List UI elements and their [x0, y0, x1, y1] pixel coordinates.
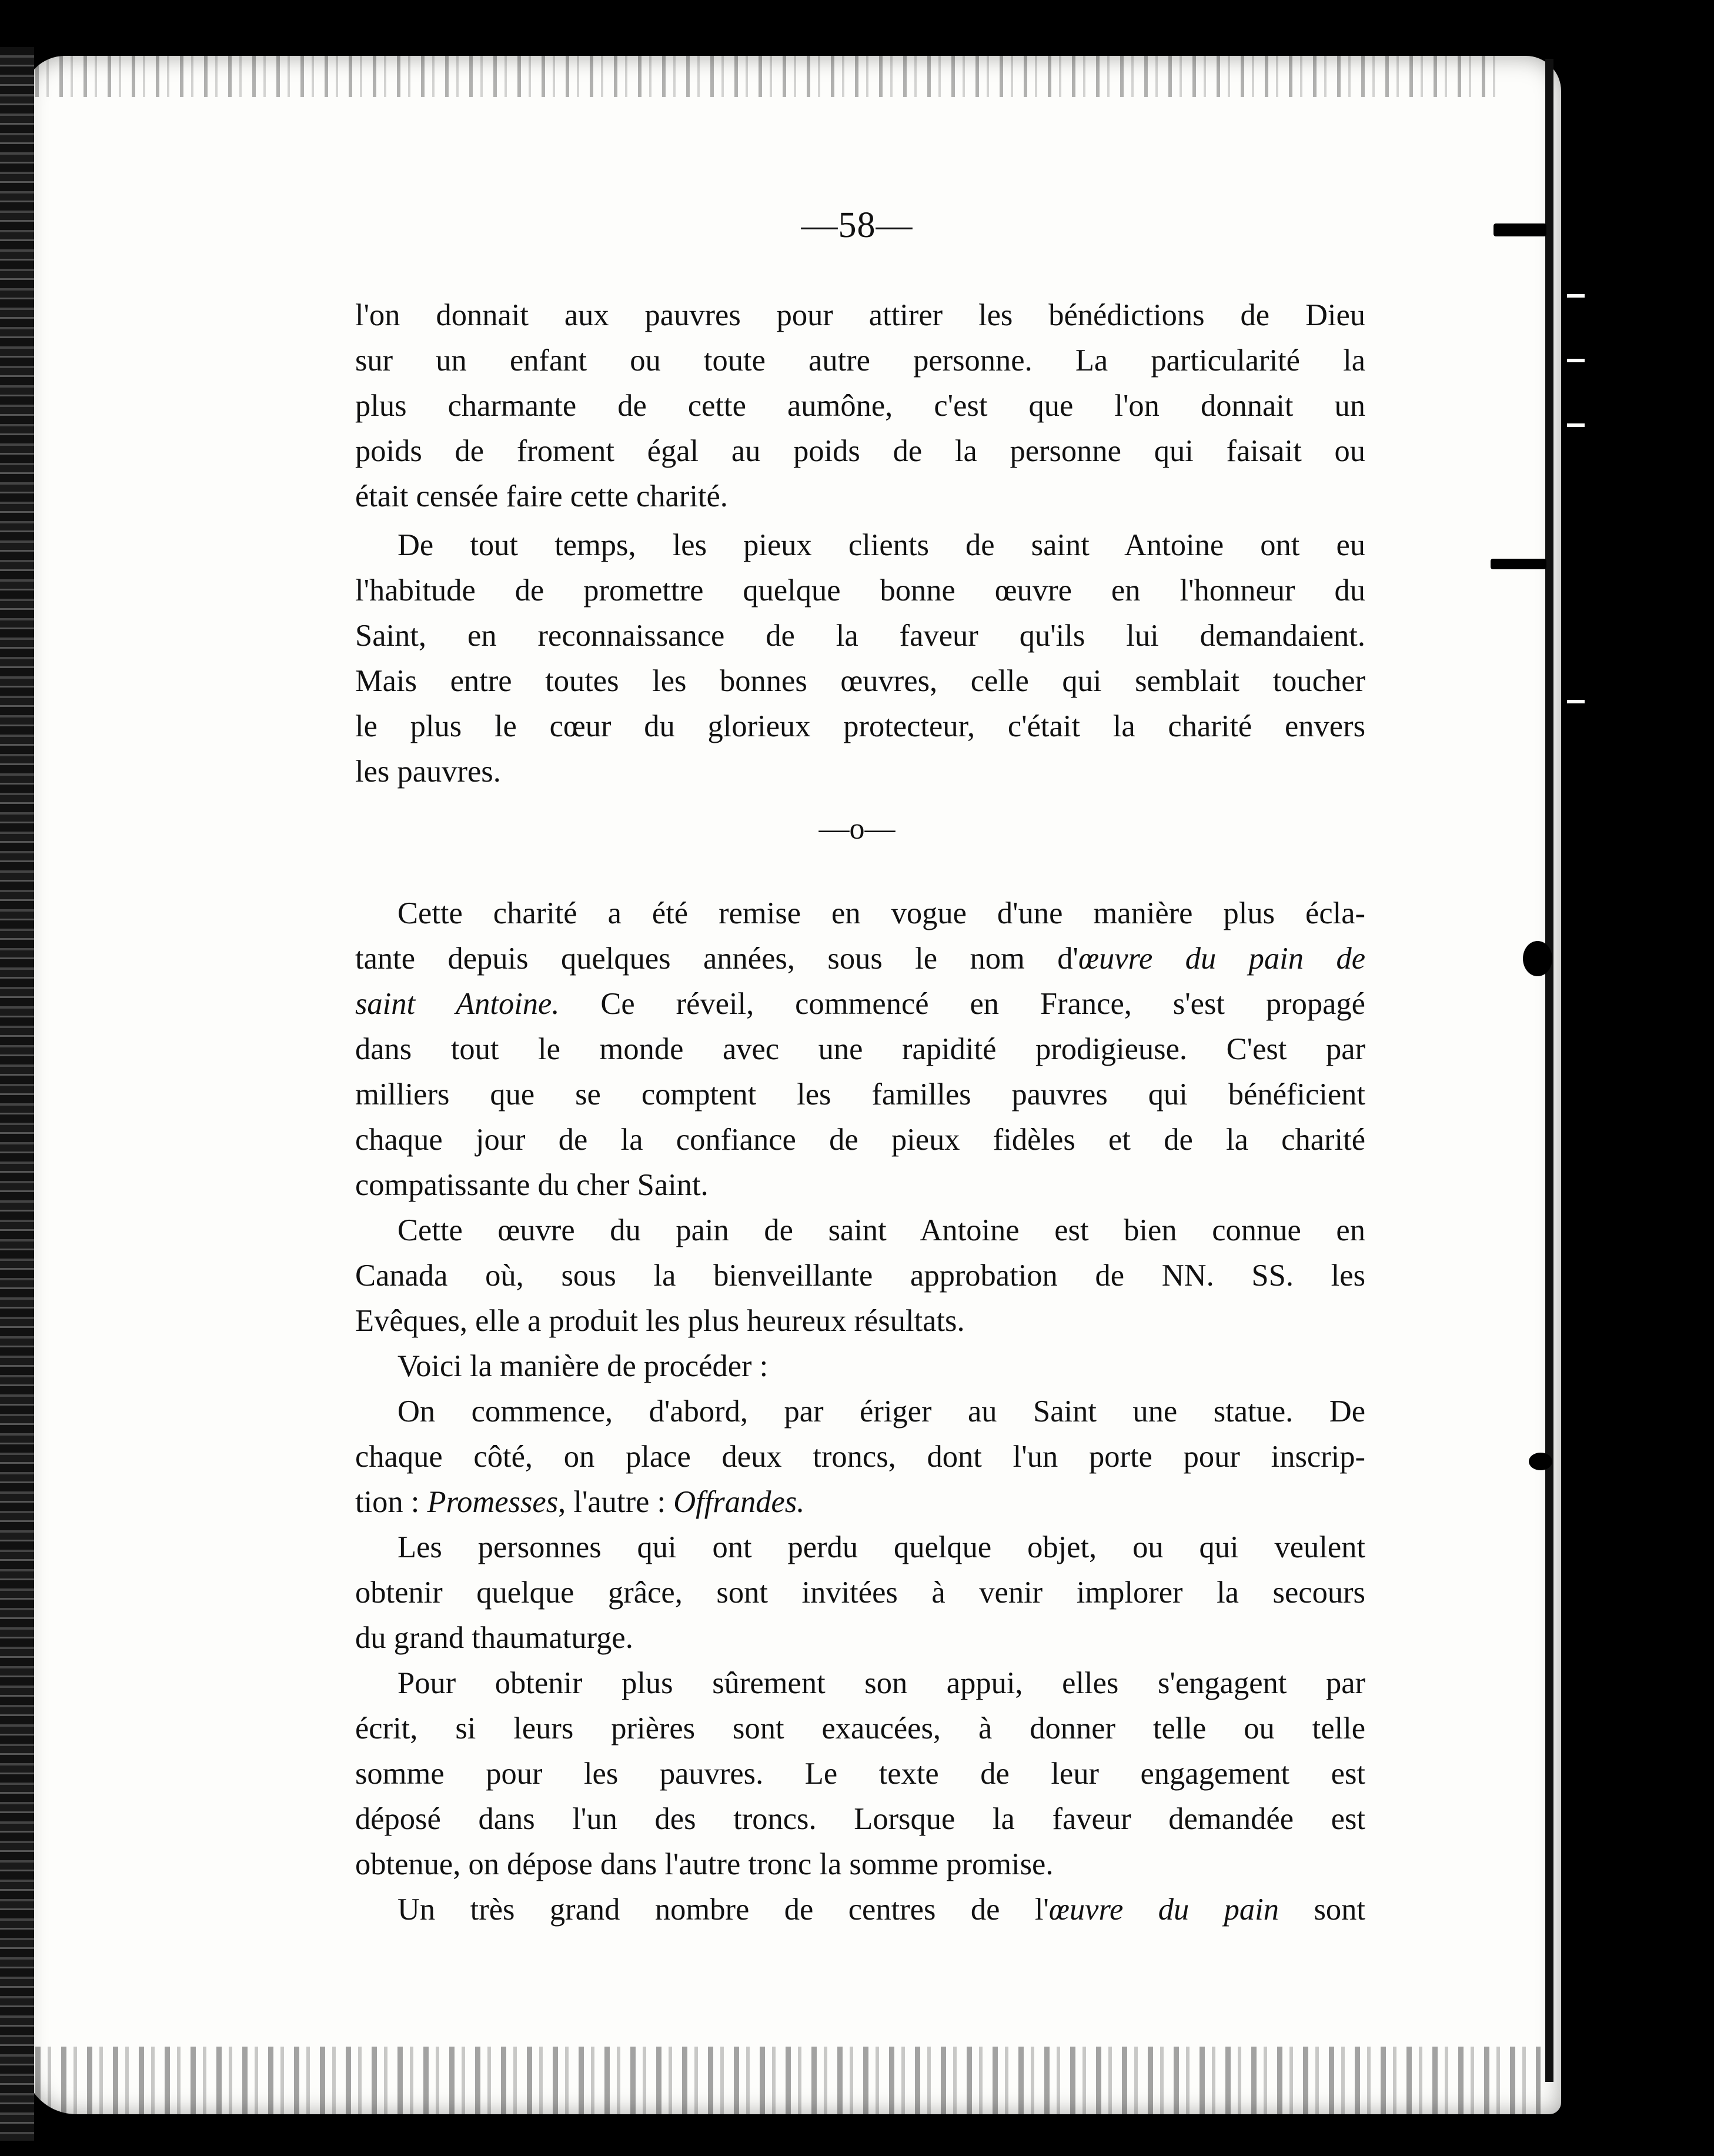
italic-run: œuvre du pain de	[1078, 942, 1365, 976]
text-line	[355, 1887, 1365, 1933]
text-line: les pauvres.	[355, 755, 501, 789]
paragraph	[355, 1661, 1365, 1887]
paragraph	[355, 293, 1365, 519]
text-line: écrit, si leurs prières sont exaucées, à donner telle ou telle	[355, 1711, 1365, 1746]
scan-right-edge	[1545, 59, 1553, 2082]
text-line: Cette charité a été remise en vogue d'une manière plus écla-	[397, 896, 1365, 930]
text-line: Saint, en reconnaissance de la faveur qu'ils lui demandaient.	[355, 619, 1365, 653]
text-line: Evêques, elle a produit les plus heureux résultats.	[355, 1304, 965, 1338]
text-line: poids de froment égal au poids de la personne qui faisait ou	[355, 434, 1365, 468]
scan-noise-bottom	[35, 2047, 1541, 2117]
italic-run: Promesses	[427, 1485, 559, 1519]
text-line	[355, 936, 1365, 982]
section-separator: —o—	[818, 812, 896, 846]
text-run: Un très grand nombre de centres de l'	[397, 1893, 1049, 1927]
text-line: le plus le cœur du glorieux protecteur, c'était la charité envers	[355, 709, 1365, 743]
text-run: tante depuis quelques années, sous le nom d'	[355, 942, 1078, 976]
ink-blot	[1523, 941, 1552, 976]
italic-run: Offrandes.	[673, 1485, 805, 1519]
text-line: On commence, d'abord, par ériger au Saint une statue. De	[397, 1394, 1365, 1429]
paragraph	[355, 1344, 1365, 1389]
text-line: dans tout le monde avec une rapidité prodigieuse. C'est par	[355, 1032, 1365, 1066]
text-line: somme pour les pauvres. Le texte de leur engagement est	[355, 1757, 1365, 1791]
text-line	[355, 982, 1365, 1027]
text-line: déposé dans l'un des troncs. Lorsque la faveur demandée est	[355, 1802, 1365, 1836]
page-number: —58—	[801, 205, 913, 245]
text-line: obtenir quelque grâce, sont invitées à venir implorer la secours	[355, 1576, 1365, 1610]
text-line: plus charmante de cette aumône, c'est que l'on donnait un	[355, 389, 1365, 423]
scan-noise-top	[35, 56, 1505, 97]
paragraph	[355, 1208, 1365, 1344]
ink-blot	[1529, 1453, 1552, 1470]
paragraph	[355, 523, 1365, 795]
text-run: tion :	[355, 1485, 427, 1519]
text-run: , l'autre :	[558, 1485, 674, 1519]
text-line: Mais entre toutes les bonnes œuvres, celle qui semblait toucher	[355, 664, 1365, 698]
paragraph	[355, 1525, 1365, 1661]
ink-blot	[1491, 559, 1546, 569]
page-binding-edge	[0, 47, 34, 2141]
paragraph	[355, 1389, 1365, 1525]
text-line: chaque jour de la confiance de pieux fidèles et de la charité	[355, 1123, 1365, 1157]
text-line: Voici la manière de procéder :	[397, 1349, 769, 1383]
text-line: compatissante du cher Saint.	[355, 1168, 709, 1202]
text-line: chaque côté, on place deux troncs, dont l'un porte pour inscrip-	[355, 1440, 1365, 1474]
text-run: sont	[1279, 1893, 1365, 1927]
text-line: De tout temps, les pieux clients de saint Antoine ont eu	[397, 528, 1365, 562]
paragraph	[355, 1887, 1365, 1933]
text-line: Les personnes qui ont perdu quelque objet, ou qui veulent	[397, 1530, 1365, 1564]
text-block-bottom	[355, 891, 1365, 1933]
text-line: Pour obtenir plus sûrement son appui, elles s'engagent par	[397, 1666, 1365, 1700]
text-line	[355, 1480, 1365, 1525]
italic-run: œuvre du pain	[1048, 1893, 1279, 1927]
text-line: obtenue, on dépose dans l'autre tronc la somme promise.	[355, 1847, 1054, 1881]
text-line: l'habitude de promettre quelque bonne œuvre en l'honneur du	[355, 573, 1365, 608]
scan-right-margin	[1567, 0, 1714, 2156]
text-line: était censée faire cette charité.	[355, 479, 728, 513]
text-line: Canada où, sous la bienveillante approbation de NN. SS. les	[355, 1259, 1365, 1293]
text-line: l'on donnait aux pauvres pour attirer les bénédictions de Dieu	[355, 298, 1365, 332]
text-block-top	[355, 293, 1365, 795]
text-line: sur un enfant ou toute autre personne. La particularité la	[355, 343, 1365, 378]
text-line: milliers que se comptent les familles pauvres qui bénéficient	[355, 1077, 1365, 1112]
text-run: Ce réveil, commencé en France, s'est propagé	[559, 987, 1365, 1021]
italic-run: saint Antoine.	[355, 987, 560, 1021]
paragraph	[355, 891, 1365, 1208]
text-line: Cette œuvre du pain de saint Antoine est bien connue en	[397, 1213, 1365, 1247]
text-line: du grand thaumaturge.	[355, 1621, 633, 1655]
